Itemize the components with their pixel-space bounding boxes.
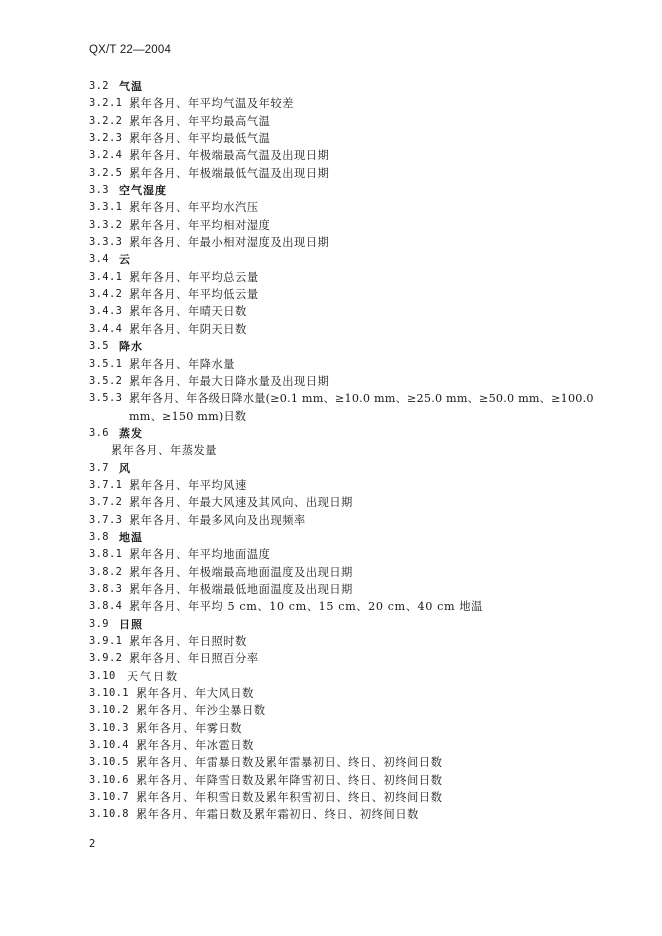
clause-item: [89, 650, 629, 667]
clause-title: 累年各月、年平均低云量: [129, 288, 259, 302]
clause-title: 累年各月、年日照百分率: [129, 652, 259, 666]
clause-number: 3.10: [89, 669, 116, 682]
clause-number: 3.9.2: [89, 652, 123, 665]
clause-number: 3.8.1: [89, 548, 123, 561]
section-heading: [89, 425, 629, 442]
clause-number: 3.3.3: [89, 236, 123, 249]
clause-title: 气温: [119, 80, 143, 93]
clause-title: 累年各月、年各级日降水量(≥0.1 mm、≥10.0 mm、≥25.0 mm、≥50.0 mm、≥100.0 mm、≥150 mm)日数: [129, 392, 594, 423]
section-heading: [89, 460, 629, 477]
clause-number: 3.5.1: [89, 357, 123, 370]
clause-item: [89, 754, 629, 771]
clause-title: 累年各月、年平均风速: [129, 478, 247, 492]
clause-title: 空气湿度: [119, 184, 167, 198]
clause-title: 累年各月、年平均气温及年较差: [129, 97, 295, 111]
clause-title: 地温: [119, 530, 143, 544]
clause-title: 累年各月、年冰雹日数: [136, 739, 254, 753]
clause-title: 累年各月、年沙尘暴日数: [136, 704, 266, 718]
clause-item: [89, 702, 629, 719]
clause-number: 3.5: [89, 340, 109, 353]
clause-item: [89, 581, 629, 598]
clause-number: 3.8.4: [89, 600, 123, 613]
clause-number: 3.10.6: [89, 773, 129, 786]
clause-item: [89, 269, 629, 286]
clause-number: 3.2.3: [89, 132, 123, 145]
section-heading: [89, 668, 629, 685]
clause-number: 3.6: [89, 426, 109, 439]
clause-title: 累年各月、年平均地面温度: [129, 548, 271, 562]
clause-title: 累年各月、年积雪日数及累年积雪初日、终日、初终间日数: [136, 791, 443, 805]
clause-number: 3.10.3: [89, 721, 129, 734]
clause-item: [89, 477, 629, 494]
clause-number: 3.10.5: [89, 756, 129, 769]
clause-title: 云: [119, 253, 131, 267]
clause-text: [89, 442, 629, 459]
clause-item: [89, 512, 629, 529]
section-heading: [89, 182, 629, 199]
clause-number: 3.2.2: [89, 114, 123, 127]
section-heading: [89, 529, 629, 546]
clause-item: [89, 737, 629, 754]
clause-title: 累年各月、年霜日数及累年霜初日、终日、初终间日数: [136, 808, 419, 822]
clause-title: 累年各月、年最大日降水量及出现日期: [129, 374, 330, 388]
clause-item: [89, 234, 629, 251]
clause-item: [89, 720, 629, 737]
clause-item: [89, 321, 629, 338]
clause-item: [89, 303, 629, 320]
clause-item: [89, 546, 629, 563]
clause-item: [89, 217, 629, 234]
clause-number: 3.3.1: [89, 201, 123, 214]
clause-number: 3.2: [89, 80, 109, 92]
clause-item: [89, 494, 629, 511]
clause-number: 3.2.1: [89, 97, 123, 110]
clause-title: 累年各月、年大风日数: [136, 687, 254, 701]
clause-number: 3.4.3: [89, 305, 123, 318]
clause-title: 累年各月、年极端最低地面温度及出现日期: [129, 582, 353, 596]
clause-number: 3.3: [89, 184, 109, 197]
clause-title: 累年各月、年平均最低气温: [129, 132, 271, 146]
clause-number: 3.7.3: [89, 513, 123, 526]
clause-number: 3.5.2: [89, 374, 123, 387]
clause-number: 3.5.3: [89, 392, 123, 405]
clause-title: 累年各月、年最小相对湿度及出现日期: [129, 236, 330, 250]
clause-number: 3.3.2: [89, 218, 123, 231]
clause-item: [89, 373, 629, 390]
clause-number: 3.10.1: [89, 687, 129, 700]
clause-title: 累年各月、年平均最高气温: [129, 114, 271, 128]
clause-item: [89, 130, 629, 147]
clause-number: 3.7: [89, 461, 109, 474]
clause-number: 3.4: [89, 253, 109, 266]
clause-item: [89, 598, 629, 615]
clause-title: 累年各月、年蒸发量: [111, 444, 218, 458]
clause-title: 累年各月、年晴天日数: [129, 305, 247, 319]
clause-title: 风: [119, 461, 131, 475]
clause-number: 3.2.4: [89, 149, 123, 162]
clause-title: 蒸发: [119, 426, 143, 440]
clause-title: 累年各月、年极端最高地面温度及出现日期: [129, 565, 353, 579]
clause-item: [89, 147, 629, 164]
clause-item: [89, 286, 629, 303]
clause-item: [89, 685, 629, 702]
section-heading: [89, 78, 629, 95]
section-heading: [89, 338, 629, 355]
clause-title: 累年各月、年平均 5 cm、10 cm、15 cm、20 cm、40 cm 地温: [129, 600, 483, 614]
clause-number: 3.9.1: [89, 635, 123, 647]
clause-item: [89, 95, 629, 112]
section-heading: [89, 251, 629, 268]
clause-title: 累年各月、年平均相对湿度: [129, 218, 271, 232]
clause-number: 3.8: [89, 530, 109, 543]
clause-number: 3.7.1: [89, 478, 123, 491]
clause-item: [89, 789, 629, 806]
clause-item: [89, 564, 629, 581]
clause-title: 累年各月、年日照时数: [129, 635, 247, 648]
clause-title: 累年各月、年降雪日数及累年降雪初日、终日、初终间日数: [136, 773, 443, 787]
clause-title: 累年各月、年极端最高气温及出现日期: [129, 149, 330, 163]
clause-list: [89, 78, 629, 824]
clause-number: 3.9: [89, 617, 109, 630]
clause-title: 累年各月、年平均水汽压: [129, 201, 259, 215]
clause-number: 3.10.2: [89, 704, 129, 717]
clause-number: 3.4.2: [89, 288, 123, 301]
clause-title: 天气日数: [127, 669, 179, 683]
clause-number: 3.8.2: [89, 565, 123, 578]
clause-item: [89, 390, 629, 425]
clause-item: [89, 113, 629, 130]
clause-number: 3.8.3: [89, 582, 123, 595]
standard-header: QX/T 22—2004: [89, 44, 172, 56]
clause-title: 累年各月、年雷暴日数及累年雷暴初日、终日、初终间日数: [136, 756, 443, 770]
clause-item: [89, 806, 629, 823]
clause-item: [89, 633, 629, 650]
clause-item: [89, 199, 629, 216]
clause-item: [89, 356, 629, 373]
clause-title: 累年各月、年最多风向及出现频率: [129, 513, 306, 527]
page-number: 2: [89, 838, 96, 850]
clause-title: 累年各月、年降水量: [129, 357, 236, 371]
clause-number: 3.4.4: [89, 322, 123, 335]
clause-number: 3.2.5: [89, 166, 123, 179]
section-heading: [89, 616, 629, 633]
clause-number: 3.7.2: [89, 496, 123, 509]
clause-title: 累年各月、年最大风速及其风向、出现日期: [129, 496, 353, 510]
clause-item: [89, 165, 629, 182]
clause-title: 累年各月、年阴天日数: [129, 322, 247, 336]
clause-number: 3.4.1: [89, 270, 123, 283]
clause-number: 3.10.8: [89, 808, 129, 821]
clause-item: [89, 772, 629, 789]
clause-title: 累年各月、年极端最低气温及出现日期: [129, 166, 330, 180]
clause-title: 累年各月、年平均总云量: [129, 270, 259, 284]
clause-number: 3.10.7: [89, 791, 129, 804]
clause-title: 降水: [119, 340, 143, 354]
clause-title: 累年各月、年雾日数: [136, 721, 243, 735]
clause-number: 3.10.4: [89, 739, 129, 752]
clause-title: 日照: [119, 617, 143, 631]
